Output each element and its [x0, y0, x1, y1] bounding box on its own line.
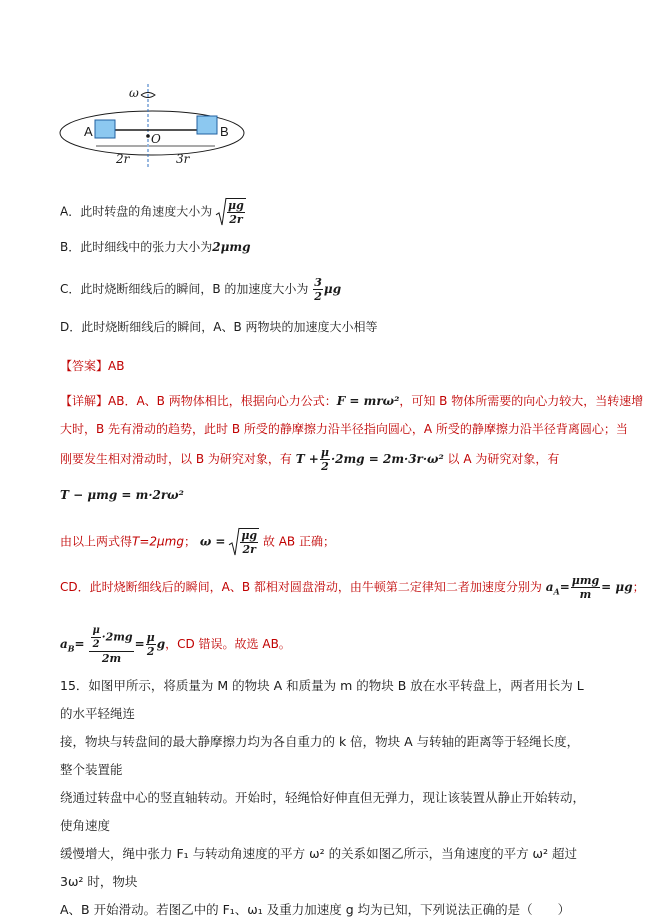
block-a [95, 120, 115, 138]
explain-line4: T − μmg = m·2rω² [60, 488, 184, 502]
question-15: 15．如图甲所示，将质量为 M 的物块 A 和质量为 m 的物块 B 放在水平转盘上，两者用长为 L 的水平轻绳连 接，物块与转盘间的最大静摩擦力均为各自重力的 k 倍，物块 A 与转轴的距离等于轻绳长度，整个装置能 绕通过转盘中心的竖直轴转动。开始时，轻绳恰好伸直但无弹力，现让该装置从静止开始转动，使角速度 缓慢增大，绳中张力 F₁ 与转动角速度的平方 ω² 的关系如图乙所示，当角速度的平方 ω² 超过 3ω² 时，物块 A、B 开始滑动。若图乙中的 F₁、ω₁ 及重力加速度 g 均为已知，下列说法正确的是（ ） [60, 678, 586, 917]
sqrt-expression: $\frac{\mu g}{2r}$ [216, 198, 246, 226]
explain-line5: 由以上两式得T=2μmg； ω = $\frac{\mu g}{2r}$ 故 AB 正确； [60, 529, 335, 556]
dist-right: 3r [176, 152, 190, 166]
explain-line7: $a_B=$ $\frac{\mu}{2}$ ·2mg 2m = $\frac{\mu}{2}$ g，CD 错误。故选 AB。 [60, 625, 291, 665]
explain-line6: CD．此时烧断细线后的瞬间，A、B 都相对圆盘滑动，由牛顿第二定律知二者加速度分别为 $a_A=$ $\frac{\text{μmg}}{m}$ = μg； [60, 574, 645, 601]
answer-label: 【答案】AB [60, 359, 125, 373]
label-b: B [220, 124, 229, 139]
label-o: O [151, 132, 161, 146]
option-a: A．此时转盘的角速度大小为 $\frac{\mu g}{2r}$ [60, 199, 244, 226]
label-a: A [84, 124, 93, 139]
center-point [146, 134, 150, 138]
explain-line2: 大时，B 先有滑动的趋势，此时 B 所受的静摩擦力沿半径指向圆心，A 所受的静摩擦力沿半径背离圆心；当 [60, 422, 628, 436]
option-b: B．此时细线中的张力大小为2μmg [60, 240, 251, 254]
omega-label: ω [129, 86, 139, 100]
option-c: C．此时烧断细线后的瞬间，B 的加速度大小为 $\frac{3}{2}$ μg [60, 276, 342, 303]
sqrt-sign-icon [216, 198, 226, 226]
option-d: D．此时烧断细线后的瞬间，A、B 两物块的加速度大小相等 [60, 320, 378, 334]
block-b [197, 116, 217, 134]
explain-line1: 【详解】AB．A、B 两物体相比，根据向心力公式：F = mrω²，可知 B 物体所需要的向心力较大，当转速增 [60, 394, 644, 408]
dist-left: 2r [116, 152, 130, 166]
sqrt-sign-icon [229, 528, 239, 556]
explain-line3: 刚要发生相对滑动时，以 B 为研究对象，有 T + $\frac{\mu}{2}$ ·2mg = 2m·3r·ω² 以 A 为研究对象，有 [60, 446, 560, 473]
